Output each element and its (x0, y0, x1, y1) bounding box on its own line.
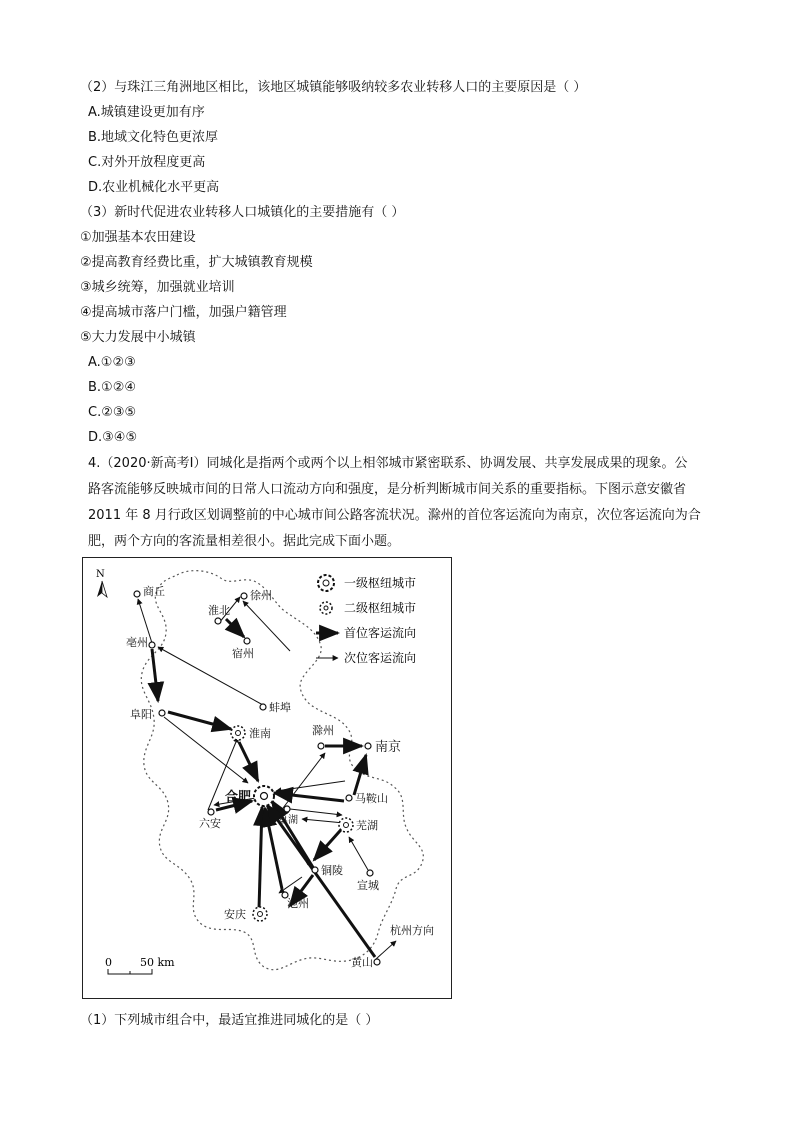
north-label: N (96, 569, 105, 580)
city-dot-chaohu (284, 806, 290, 812)
city-label-liuan: 六安 (199, 817, 221, 830)
city-label-bozhou: 亳州 (126, 636, 148, 649)
city-label-suzhou: 宿州 (232, 647, 254, 660)
q3-measure-5: ⑤大力发展中小城镇 (80, 330, 196, 345)
q3-option-c[interactable]: C.②③⑤ (88, 405, 137, 420)
q3-stem: （3）新时代促进农业转移人口城镇化的主要措施有（ ） (80, 205, 405, 220)
q3-measure-2: ②提高教育经费比重，扩大城镇教育规模 (80, 255, 313, 270)
q3-measure-1: ①加强基本农田建设 (80, 230, 196, 245)
city-label-xuancheng: 宣城 (357, 879, 379, 892)
legend-primary-flow-label: 首位客运流向 (344, 626, 417, 640)
city-dot-fuyang (159, 710, 165, 716)
q4-intro-line-2: 路客流能够反映城市间的日常人口流动方向和强度，是分析判断城市间关系的重要指标。下图示意安徽省 (88, 482, 687, 497)
city-label-hefei: 合肥 (225, 790, 252, 805)
city-label-huangshan: 黄山 (351, 956, 373, 969)
city-label-fuyang: 阜阳 (130, 708, 152, 721)
city-label-huainan: 淮南 (249, 727, 271, 740)
q4-intro-line-1: 4.（2020·新高考Ⅰ）同城化是指两个或两个以上相邻城市紧密联系、协调发展、共享发展成果的现象。公 (88, 456, 688, 471)
city-dot-suzhou (244, 638, 250, 644)
q2-option-b[interactable]: B.地域文化特色更浓厚 (88, 130, 219, 145)
q3-option-b[interactable]: B.①②④ (88, 380, 137, 395)
q3-option-a[interactable]: A.①②③ (88, 355, 136, 370)
city-label-hangzhou-direction: 杭州方向 (390, 924, 434, 937)
q4-sub1-stem: （1）下列城市组合中，最适宜推进同城化的是（ ） (80, 1013, 379, 1028)
city-label-bengbu: 蚌埠 (269, 701, 291, 714)
city-dot-huaibei (215, 618, 221, 624)
city-label-wuhu: 芜湖 (356, 819, 378, 832)
legend-level1-label: 一级枢纽城市 (344, 576, 417, 590)
legend-secondary-flow-label: 次位客运流向 (344, 651, 417, 665)
city-dot-xuzhou (241, 593, 247, 599)
q4-intro-line-3: 2011 年 8 月行政区划调整前的中心城市间公路客流状况。滁州的首位客运流向为南京，次位客运流向为合 (88, 508, 701, 523)
city-dot-maanshan (346, 795, 352, 801)
city-label-chizhou: 池州 (287, 897, 309, 910)
city-label-chuzhou: 滁州 (312, 724, 334, 737)
q2-option-d[interactable]: D.农业机械化水平更高 (88, 180, 220, 195)
q3-measure-4: ④提高城市落户门槛，加强户籍管理 (80, 305, 287, 320)
city-label-tongling: 铜陵 (321, 864, 343, 877)
legend-level2-label: 二级枢纽城市 (344, 601, 417, 615)
city-label-shangqiu: 商丘 (143, 585, 165, 598)
scale-zero: 0 (105, 956, 112, 969)
q4-intro-line-4: 肥，两个方向的客流量相差很小。据此完成下面小题。 (88, 534, 401, 549)
level1-hub-hefei (254, 786, 274, 806)
hub-wuhu (339, 818, 353, 832)
anhui-passenger-flow-map (82, 557, 452, 999)
city-label-nanjing: 南京 (375, 740, 402, 755)
q3-option-d[interactable]: D.③④⑤ (88, 430, 138, 445)
city-dot-nanjing (365, 743, 371, 749)
city-dot-bengbu (260, 704, 266, 710)
scale-label: 50 km (140, 956, 175, 969)
city-label-maanshan: 马鞍山 (355, 792, 388, 805)
q3-measure-3: ③城乡统筹，加强就业培训 (80, 280, 235, 295)
city-label-xuzhou: 徐州 (250, 589, 272, 602)
city-dot-bozhou (149, 642, 155, 648)
city-label-huaibei: 淮北 (208, 604, 230, 617)
q2-option-a[interactable]: A.城镇建设更加有序 (88, 105, 205, 120)
city-dot-shangqiu (134, 591, 140, 597)
q2-stem: （2）与珠江三角洲地区相比，该地区城镇能够吸纳较多农业转移人口的主要原因是（ ） (80, 80, 587, 95)
q2-option-c[interactable]: C.对外开放程度更高 (88, 155, 206, 170)
hub-anqing (253, 907, 267, 921)
city-dot-chuzhou (318, 743, 324, 749)
city-dot-liuan (208, 809, 214, 815)
city-label-chaohu: 巢湖 (278, 815, 298, 826)
hub-huainan (231, 726, 245, 740)
city-dot-xuancheng (367, 870, 373, 876)
city-dot-tongling (312, 867, 318, 873)
city-label-anqing: 安庆 (224, 908, 246, 921)
city-dot-huangshan (374, 959, 380, 965)
